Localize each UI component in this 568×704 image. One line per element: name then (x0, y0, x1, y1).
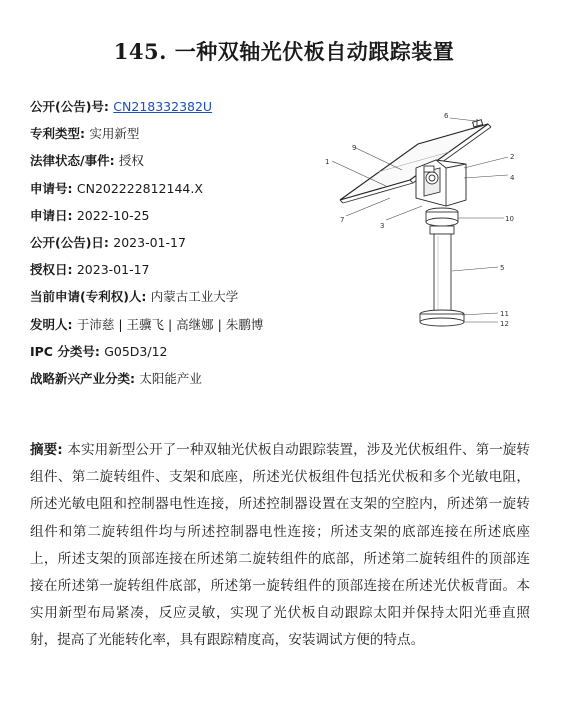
callout-7: 7 (340, 216, 345, 224)
base (420, 310, 464, 326)
grant-date-row (30, 260, 263, 287)
industry-label: 战略新兴产业分类: (30, 370, 140, 386)
app-date-value: 2022-10-25 (76, 207, 150, 223)
app-date-row (30, 206, 263, 233)
second-rotation-assembly (426, 208, 458, 234)
app-no-value: CN202222812144.X (76, 180, 203, 196)
pub-date-row (30, 233, 263, 260)
support-column (434, 234, 451, 312)
app-no-label: 申请号: (30, 180, 77, 196)
callout-12: 12 (500, 320, 509, 328)
callout-1: 1 (325, 158, 330, 166)
callout-3: 3 (380, 222, 385, 230)
pub-no-label: 公开(公告)号: (30, 99, 114, 114)
ipc-value: G05D3/12 (104, 343, 168, 359)
app-date-label: 申请日: (30, 207, 77, 223)
grant-date-label: 授权日: (30, 262, 77, 278)
callout-5: 5 (500, 264, 505, 272)
pub-date-value: 2023-01-17 (113, 234, 186, 250)
inventors-label: 发明人: (30, 316, 77, 332)
callout-10: 10 (505, 215, 514, 223)
pub-no-row (30, 97, 263, 124)
grant-date-value: 2023-01-17 (76, 262, 150, 278)
legal-status-label: 法律状态/事件: (30, 153, 119, 169)
rotation-head (416, 160, 466, 206)
patent-type-row (30, 124, 263, 151)
applicant-label: 当前申请(专利权)人: (30, 289, 151, 305)
patent-drawing (318, 108, 528, 340)
callout-9: 9 (352, 144, 357, 152)
abstract (30, 437, 530, 655)
abstract-label: 摘要: (30, 442, 68, 458)
ipc-row (30, 342, 263, 369)
industry-value: 太阳能产业 (139, 370, 202, 386)
inventors-row (30, 315, 263, 342)
legal-status-value: 授权 (118, 153, 144, 169)
callout-4: 4 (510, 174, 515, 182)
callout-11: 11 (500, 310, 509, 318)
patent-type-label: 专利类型: (30, 126, 90, 142)
solar-panel (340, 124, 491, 203)
applicant-row (30, 287, 263, 314)
callout-2: 2 (510, 153, 515, 161)
page-title: 145. 一种双轴光伏板自动跟踪装置 (113, 39, 455, 64)
abstract-text: 本实用新型公开了一种双轴光伏板自动跟踪装置，涉及光伏板组件、第一旋转组件、第二旋转组件、支架和底座，所述光伏板组件包括光伏板和多个光敏电阻，所述光敏电阻和控制器电性连接，所述控制器设置在支架的空腔内，所述第一旋转组件和第二旋转组件均与所述控制器电性连接；所述支架的底部连接在所述底座上，所述支架的顶部连接在所述第二旋转组件的底部，所述第二旋转组件的顶部连接在所述第一旋转组件底部，所述第一旋转组件的顶部连接在所述光伏板背面。本实用新型布局紧凑，反应灵敏，实现了光伏板自动跟踪太阳并保持太阳光垂直照射，提高了光能转化率，具有跟踪精度高，安装调试方便的特点。 (30, 442, 531, 649)
pub-date-label: 公开(公告)日: (30, 234, 114, 250)
inventors-value: 于沛慈 | 王骥飞 | 高继娜 | 朱鹏博 (76, 316, 264, 332)
patent-type-value: 实用新型 (89, 126, 140, 142)
app-no-row (30, 179, 263, 206)
ipc-label: IPC 分类号: (30, 343, 105, 359)
legal-status-row (30, 151, 263, 178)
callout-6: 6 (444, 112, 449, 120)
applicant-value: 内蒙古工业大学 (150, 289, 239, 305)
bibliographic-info (30, 97, 263, 396)
industry-row (30, 369, 263, 396)
pub-no-link[interactable]: CN218332382U (113, 99, 213, 114)
